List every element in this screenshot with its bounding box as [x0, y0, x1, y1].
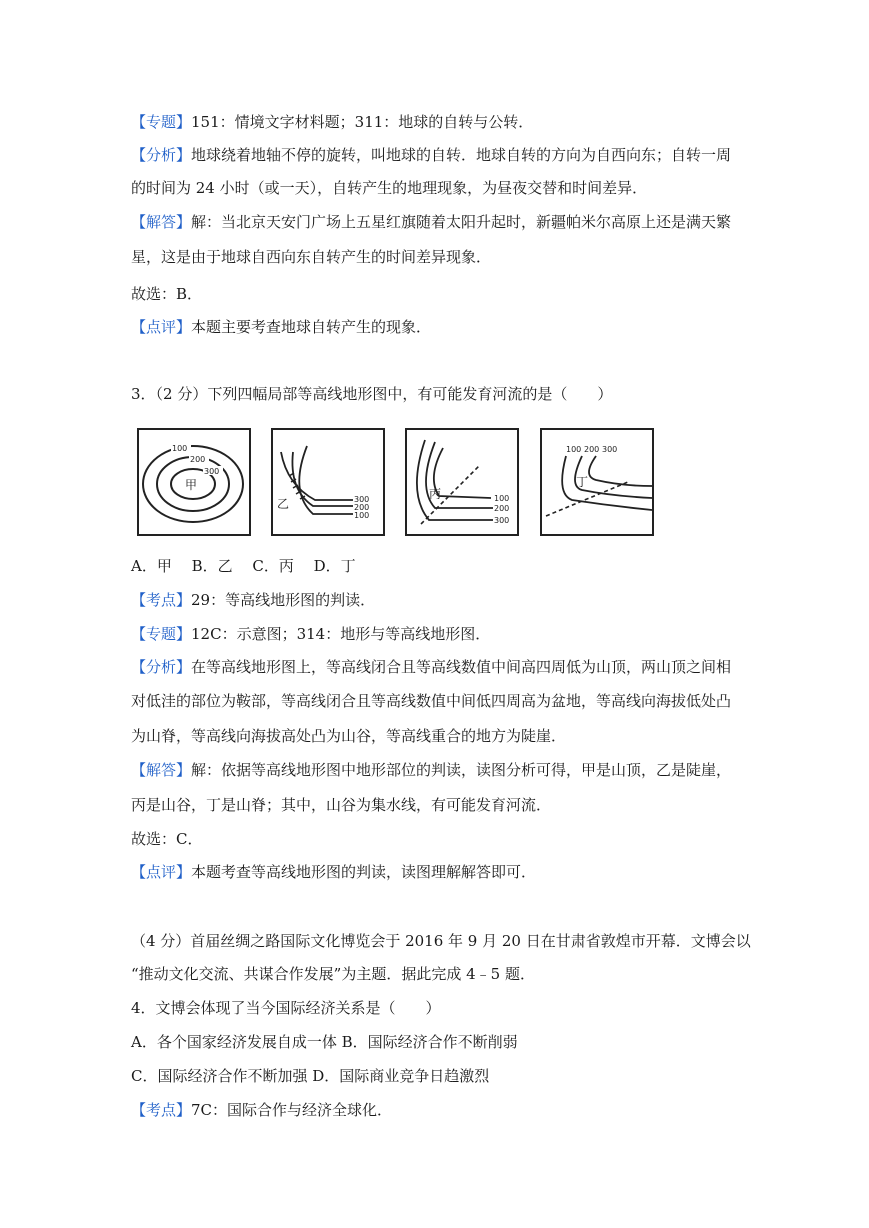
- text-line: [131, 112, 533, 132]
- question-line: [131, 384, 612, 404]
- line-text: 在等高线地形图上，等高线闭合且等高线数值中间高四周低为山顶，两山顶之间相: [191, 658, 732, 676]
- text-line: [131, 829, 202, 849]
- text-line: [131, 795, 551, 815]
- section-tag: 【考点】: [131, 1101, 192, 1119]
- line-text: C．国际经济合作不断加强 D．国际商业竞争日趋激烈: [131, 1067, 490, 1085]
- line-text: 解：依据等高线地形图中地形部位的判读，读图分析可得，甲是山顶，乙是陡崖，: [191, 761, 732, 779]
- answer-options: [131, 1032, 518, 1052]
- contour-label: 200: [584, 445, 600, 454]
- contour-figure-jia: [137, 428, 251, 536]
- line-text: 故选：C．: [131, 830, 203, 848]
- text-line: [131, 317, 431, 337]
- section-tag: 【分析】: [131, 658, 192, 676]
- contour-map-ding: [542, 430, 652, 534]
- contour-label: 300: [354, 495, 370, 504]
- line-text: 故选：B．: [131, 285, 203, 303]
- figure-center-label: 丙: [429, 487, 442, 501]
- contour-label: 300: [204, 467, 220, 476]
- line-text: （4 分）首届丝绸之路国际文化博览会于 2016 年 9 月 20 日在甘肃省敦煌市开幕．文博会以: [131, 932, 751, 950]
- line-text: 地球绕着地轴不停的旋转，叫地球的自转．地球自转的方向为自西向东；自转一周: [191, 146, 732, 164]
- contour-label: 300: [494, 516, 510, 525]
- text-line: [131, 624, 490, 644]
- contour-line: [434, 448, 491, 498]
- contour-line: [299, 446, 353, 514]
- contour-label: 200: [494, 504, 510, 513]
- line-text: 本题考查等高线地形图的判读，读图理解解答即可．: [191, 863, 537, 881]
- section-tag: 【点评】: [131, 863, 192, 881]
- text-line: [131, 1100, 392, 1120]
- line-text: 星，这是由于地球自西向东自转产生的时间差异现象．: [131, 248, 492, 266]
- question-line: [131, 998, 441, 1018]
- text-line: [131, 145, 731, 165]
- contour-map-jia: [139, 430, 249, 534]
- section-tag: 【考点】: [131, 591, 192, 609]
- contour-label: 100: [494, 494, 510, 503]
- section-tag: 【专题】: [131, 625, 192, 643]
- figure-center-label: 丁: [576, 475, 589, 489]
- text-line: [131, 178, 647, 198]
- text-line: [131, 691, 731, 711]
- figure-center-label: 甲: [185, 478, 198, 492]
- contour-map-bing: [407, 430, 517, 534]
- line-text: A．各个国家经济发展自成一体 B．国际经济合作不断削弱: [131, 1033, 518, 1051]
- line-text: 4．文博会体现了当今国际经济关系是（ ）: [131, 999, 441, 1017]
- text-line: [131, 964, 535, 984]
- line-text: 的时间为 24 小时（或一天），自转产生的地理现象，为昼夜交替和时间差异．: [131, 179, 648, 197]
- text-line: [131, 284, 202, 304]
- line-text: 对低洼的部位为鞍部，等高线闭合且等高线数值中间低四周高为盆地，等高线向海拔低处凸: [131, 692, 732, 710]
- section-tag: 【解答】: [131, 761, 192, 779]
- section-tag: 【解答】: [131, 213, 192, 231]
- contour-figure-bing: [405, 428, 519, 536]
- line-text: “推动文化交流、共谋合作发展”为主题．据此完成 4﹣5 题．: [131, 965, 535, 983]
- line-text: 7C：国际合作与经济全球化．: [191, 1101, 393, 1119]
- text-line: [131, 726, 566, 746]
- section-tag: 【点评】: [131, 318, 192, 336]
- line-text: 12C：示意图；314：地形与等高线地形图．: [191, 625, 491, 643]
- question-line: [131, 931, 751, 951]
- contour-label: 200: [354, 503, 370, 512]
- answer-options: [131, 1066, 489, 1086]
- contour-label: 100: [354, 511, 370, 520]
- contour-line: [589, 456, 652, 486]
- line-text: 29：等高线地形图的判读．: [191, 591, 376, 609]
- text-line: [131, 212, 731, 232]
- line-text: 为山脊，等高线向海拔高处凸为山谷，等高线重合的地方为陡崖．: [131, 727, 567, 745]
- line-text: 解：当北京天安门广场上五星红旗随着太阳升起时，新疆帕米尔高原上还是满天繁: [191, 213, 732, 231]
- line-text: A．甲 B．乙 C．丙 D．丁: [131, 557, 356, 575]
- contour-label: 100: [566, 445, 582, 454]
- text-line: [131, 862, 536, 882]
- text-line: [131, 760, 731, 780]
- line-text: 本题主要考查地球自转产生的现象．: [191, 318, 432, 336]
- text-line: [131, 657, 731, 677]
- section-tag: 【分析】: [131, 146, 192, 164]
- contour-label: 200: [190, 455, 206, 464]
- answer-options: [131, 556, 356, 576]
- figure-center-label: 乙: [277, 497, 290, 511]
- contour-map-yi: [273, 430, 383, 534]
- contour-figure-ding: [540, 428, 654, 536]
- line-text: 3．（2 分）下列四幅局部等高线地形图中，有可能发育河流的是（ ）: [131, 385, 613, 403]
- contour-label: 300: [602, 445, 618, 454]
- text-line: [131, 590, 375, 610]
- section-tag: 【专题】: [131, 113, 192, 131]
- text-line: [131, 247, 491, 267]
- contour-figure-yi: [271, 428, 385, 536]
- contour-label: 100: [172, 444, 188, 453]
- line-text: 151：情境文字材料题；311：地球的自转与公转．: [191, 113, 534, 131]
- line-text: 丙是山谷，丁是山脊；其中，山谷为集水线，有可能发育河流．: [131, 796, 552, 814]
